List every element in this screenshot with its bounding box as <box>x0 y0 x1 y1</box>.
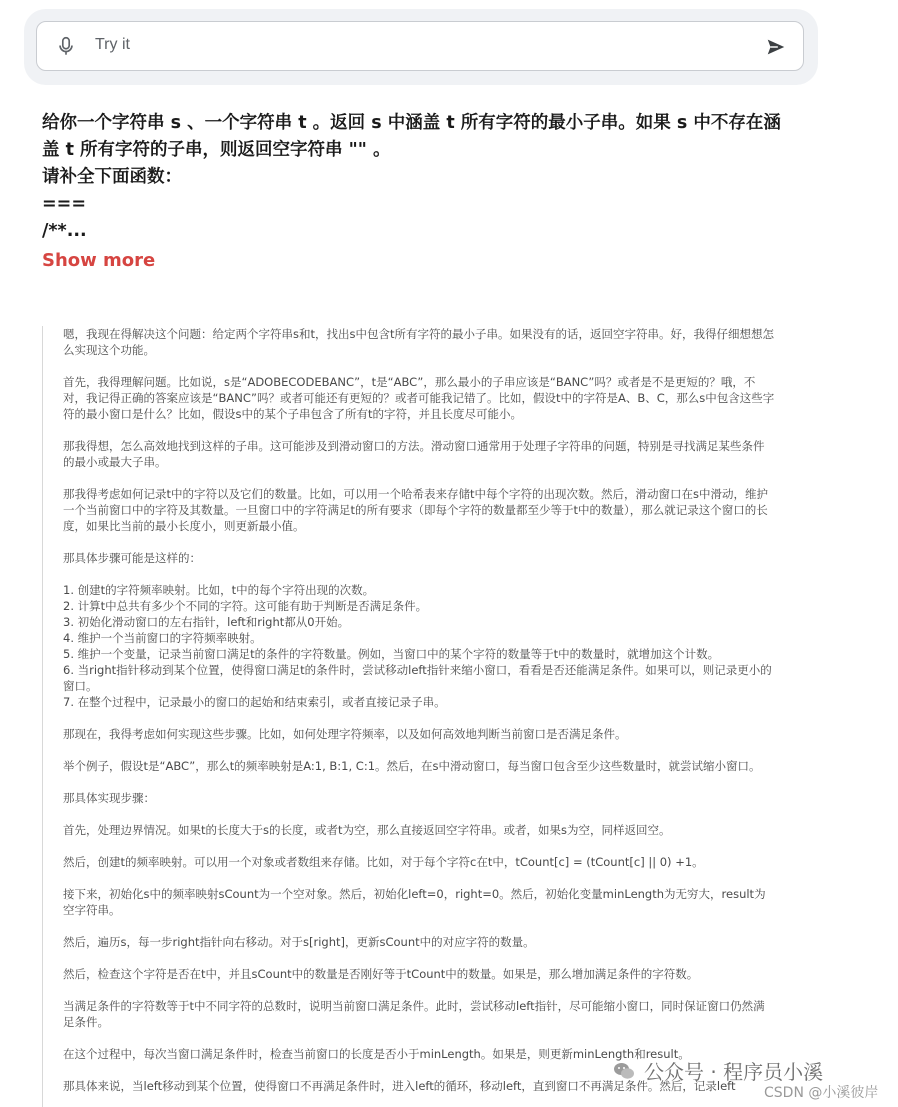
thought-step: 6. 当right指针移动到某个位置，使得窗口满足t的条件时，尝试移动left指针来缩小窗口，看看是否还能满足条件。如果可以，则记录更小的窗口。 <box>63 663 772 693</box>
thought-paragraph: 然后，检查这个字符是否在t中，并且sCount中的数量是否刚好等于tCount中的数量。如果是，那么增加满足条件的字符数。 <box>63 967 699 981</box>
thinking-panel <box>42 326 783 1107</box>
thought-paragraph: 然后，创建t的频率映射。可以用一个对象或者数组来存储。比如，对于每个字符c在t中，tCount[c] = (tCount[c] || 0) +1。 <box>63 855 704 869</box>
thought-step: 2. 计算t中总共有多少个不同的字符。这可能有助于判断是否满足条件。 <box>63 599 428 613</box>
prompt-input-container <box>24 9 818 85</box>
thought-paragraph: 首先，处理边界情况。如果t的长度大于s的长度，或者t为空，那么直接返回空字符串。或者，如果s为空，同样返回空。 <box>63 823 671 837</box>
wechat-icon <box>612 1059 636 1083</box>
prompt-line: 盖 t 所有字符的子串，则返回空字符串 "" 。 <box>42 140 391 160</box>
thought-paragraph: 那具体实现步骤： <box>63 791 155 805</box>
prompt-line: === <box>42 194 86 214</box>
csdn-credit: CSDN @小溪彼岸 <box>764 1085 879 1101</box>
thought-paragraph: 然后，遍历s，每一步right指针向右移动。对于s[right]，更新sCount中的对应字符的数量。 <box>63 935 535 949</box>
thought-step: 3. 初始化滑动窗口的左右指针，left和right都从0开始。 <box>63 615 350 629</box>
thought-paragraph: 首先，我得理解问题。比如说，s是“ADOBECODEBANC”，t是“ABC”，那么最小的子串应该是“BANC”吗？或者是不是更短的？哦，不对，我记得正确的答案应该是“BANC”吗？或者可能还有更短的？或者可能我记错了。比如，假设t中的字符是A、B、C，那么s中包含这些字符的最小窗口是什么？比如，假设s中的某个子串包含了所有t的字符，并且长度尽可能小。 <box>63 375 775 421</box>
prompt-line: 给你一个字符串 s 、一个字符串 t 。返回 s 中涵盖 t 所有字符的最小子串。如果 s 中不存在涵 <box>42 113 781 133</box>
user-prompt <box>42 110 802 245</box>
thought-paragraph: 那具体来说，当left移动到某个位置，使得窗口不再满足条件时，进入left的循环，移动left，直到窗口不再满足条件。然后，记录left <box>63 1079 736 1093</box>
prompt-line: /**... <box>42 221 87 241</box>
thought-step: 4. 维护一个当前窗口的字符频率映射。 <box>63 631 262 645</box>
microphone-icon[interactable] <box>55 35 77 57</box>
thought-step: 5. 维护一个变量，记录当前窗口满足t的条件的字符数量。例如，当窗口中的某个字符的数量等于t中的数量时，就增加这个计数。 <box>63 647 720 661</box>
thought-step: 1. 创建t的字符频率映射。比如，t中的每个字符出现的次数。 <box>63 583 375 597</box>
thought-paragraph: 当满足条件的字符数等于t中不同字符的总数时，说明当前窗口满足条件。此时，尝试移动left指针，尽可能缩小窗口，同时保证窗口仍然满足条件。 <box>63 999 765 1029</box>
send-icon[interactable] <box>765 36 787 58</box>
show-more-link[interactable]: Show more <box>42 250 156 271</box>
prompt-input-box[interactable] <box>36 21 804 71</box>
thought-paragraph: 举个例子，假设t是“ABC”，那么t的频率映射是A:1, B:1, C:1。然后，在s中滑动窗口，每当窗口包含至少这些数量时，就尝试缩小窗口。 <box>63 759 761 773</box>
thinking-text <box>63 326 775 1107</box>
thought-step: 7. 在整个过程中，记录最小的窗口的起始和结束索引，或者直接记录子串。 <box>63 695 446 709</box>
thought-paragraph: 嗯，我现在得解决这个问题：给定两个字符串s和t，找出s中包含t所有字符的最小子串。如果没有的话，返回空字符串。好，我得仔细想想怎么实现这个功能。 <box>63 327 774 357</box>
thought-paragraph: 在这个过程中，每次当窗口满足条件时，检查当前窗口的长度是否小于minLength。如果是，则更新minLength和result。 <box>63 1047 690 1061</box>
prompt-input[interactable] <box>95 36 735 54</box>
prompt-line: 请补全下面函数： <box>42 167 182 187</box>
thought-paragraph: 接下来，初始化s中的频率映射sCount为一个空对象。然后，初始化left=0，right=0。然后，初始化变量minLength为无穷大，result为空字符串。 <box>63 887 766 917</box>
thought-paragraph: 那我得考虑如何记录t中的字符以及它们的数量。比如，可以用一个哈希表来存储t中每个字符的出现次数。然后，滑动窗口在s中滑动，维护一个当前窗口中的字符及其数量。一旦窗口中的字符满足t的所有要求（即每个字符的数量都至少等于t中的数量），那么就记录这个窗口的长度，如果比当前的最小长度小，则更新最小值。 <box>63 487 769 533</box>
thought-paragraph: 那具体步骤可能是这样的： <box>63 551 201 565</box>
thought-paragraph: 那我得想，怎么高效地找到这样的子串。这可能涉及到滑动窗口的方法。滑动窗口通常用于处理子字符串的问题，特别是寻找满足某些条件的最小或最大子串。 <box>63 439 765 469</box>
thought-paragraph: 那现在，我得考虑如何实现这些步骤。比如，如何处理字符频率，以及如何高效地判断当前窗口是否满足条件。 <box>63 727 627 741</box>
watermark <box>612 1056 823 1085</box>
watermark-text: 公众号 · 程序员小溪 <box>644 1060 824 1084</box>
